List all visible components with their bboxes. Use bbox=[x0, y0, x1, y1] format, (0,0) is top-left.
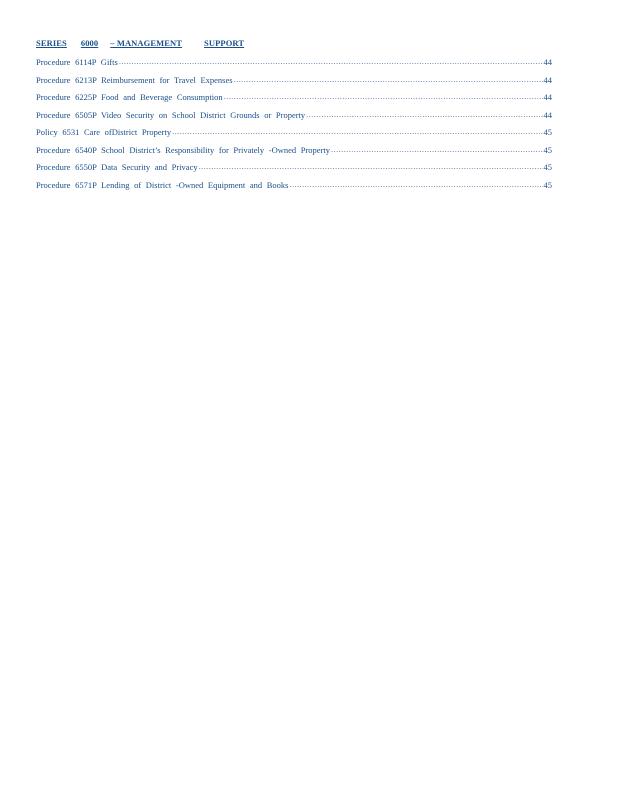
toc-entry[interactable] bbox=[36, 107, 552, 125]
toc-entry-label: Procedure 6571P Lending of District -Owned Equipment and Books bbox=[36, 179, 289, 190]
toc-entry[interactable] bbox=[36, 54, 552, 72]
toc-entry-label: Policy 6531 Care ofDistrict Property bbox=[36, 127, 172, 137]
toc-entry-label: Procedure 6550P Data Security and Privacy bbox=[36, 162, 198, 172]
toc-entry-page: 45 bbox=[543, 127, 552, 137]
toc-entry[interactable] bbox=[36, 89, 552, 107]
toc-entry-label: Procedure 6213P Reimbursement for Travel Expenses bbox=[36, 74, 233, 85]
dot-leader bbox=[289, 176, 542, 194]
toc-entry-page: 44 bbox=[543, 92, 552, 102]
toc-entry-page: 45 bbox=[543, 162, 552, 172]
toc-entry-page: 44 bbox=[543, 74, 552, 85]
toc-entry-label: Procedure 6114P Gifts bbox=[36, 57, 118, 67]
toc-entry[interactable] bbox=[36, 72, 552, 90]
toc-entry[interactable] bbox=[36, 159, 552, 177]
dot-leader bbox=[331, 141, 542, 159]
series-word: SERIES bbox=[36, 38, 67, 48]
series-heading bbox=[36, 37, 552, 49]
series-number: 6000 bbox=[80, 38, 99, 48]
table-of-contents bbox=[36, 37, 552, 194]
toc-entry-page: 45 bbox=[543, 144, 552, 155]
dot-leader bbox=[306, 106, 542, 124]
toc-entry[interactable] bbox=[36, 124, 552, 142]
toc-entry-label: Procedure 6505P Video Security on School District Grounds or Property bbox=[36, 109, 306, 120]
toc-entry[interactable] bbox=[36, 142, 552, 160]
toc-entry-page: 45 bbox=[543, 179, 552, 190]
dot-leader bbox=[199, 158, 543, 176]
dot-leader bbox=[234, 71, 543, 89]
toc-entry-label: Procedure 6225P Food and Beverage Consumption bbox=[36, 92, 223, 102]
toc-entry-label: Procedure 6540P School District’s Responsibility for Privately -Owned Property bbox=[36, 144, 331, 155]
toc-entry[interactable] bbox=[36, 177, 552, 195]
toc-entry-page: 44 bbox=[543, 57, 552, 67]
dot-leader bbox=[224, 88, 543, 106]
series-title-2: SUPPORT bbox=[204, 38, 245, 48]
series-title: – MANAGEMENT bbox=[110, 38, 183, 48]
toc-entry-page: 44 bbox=[543, 109, 552, 120]
dot-leader bbox=[119, 53, 543, 71]
dot-leader bbox=[172, 123, 542, 141]
